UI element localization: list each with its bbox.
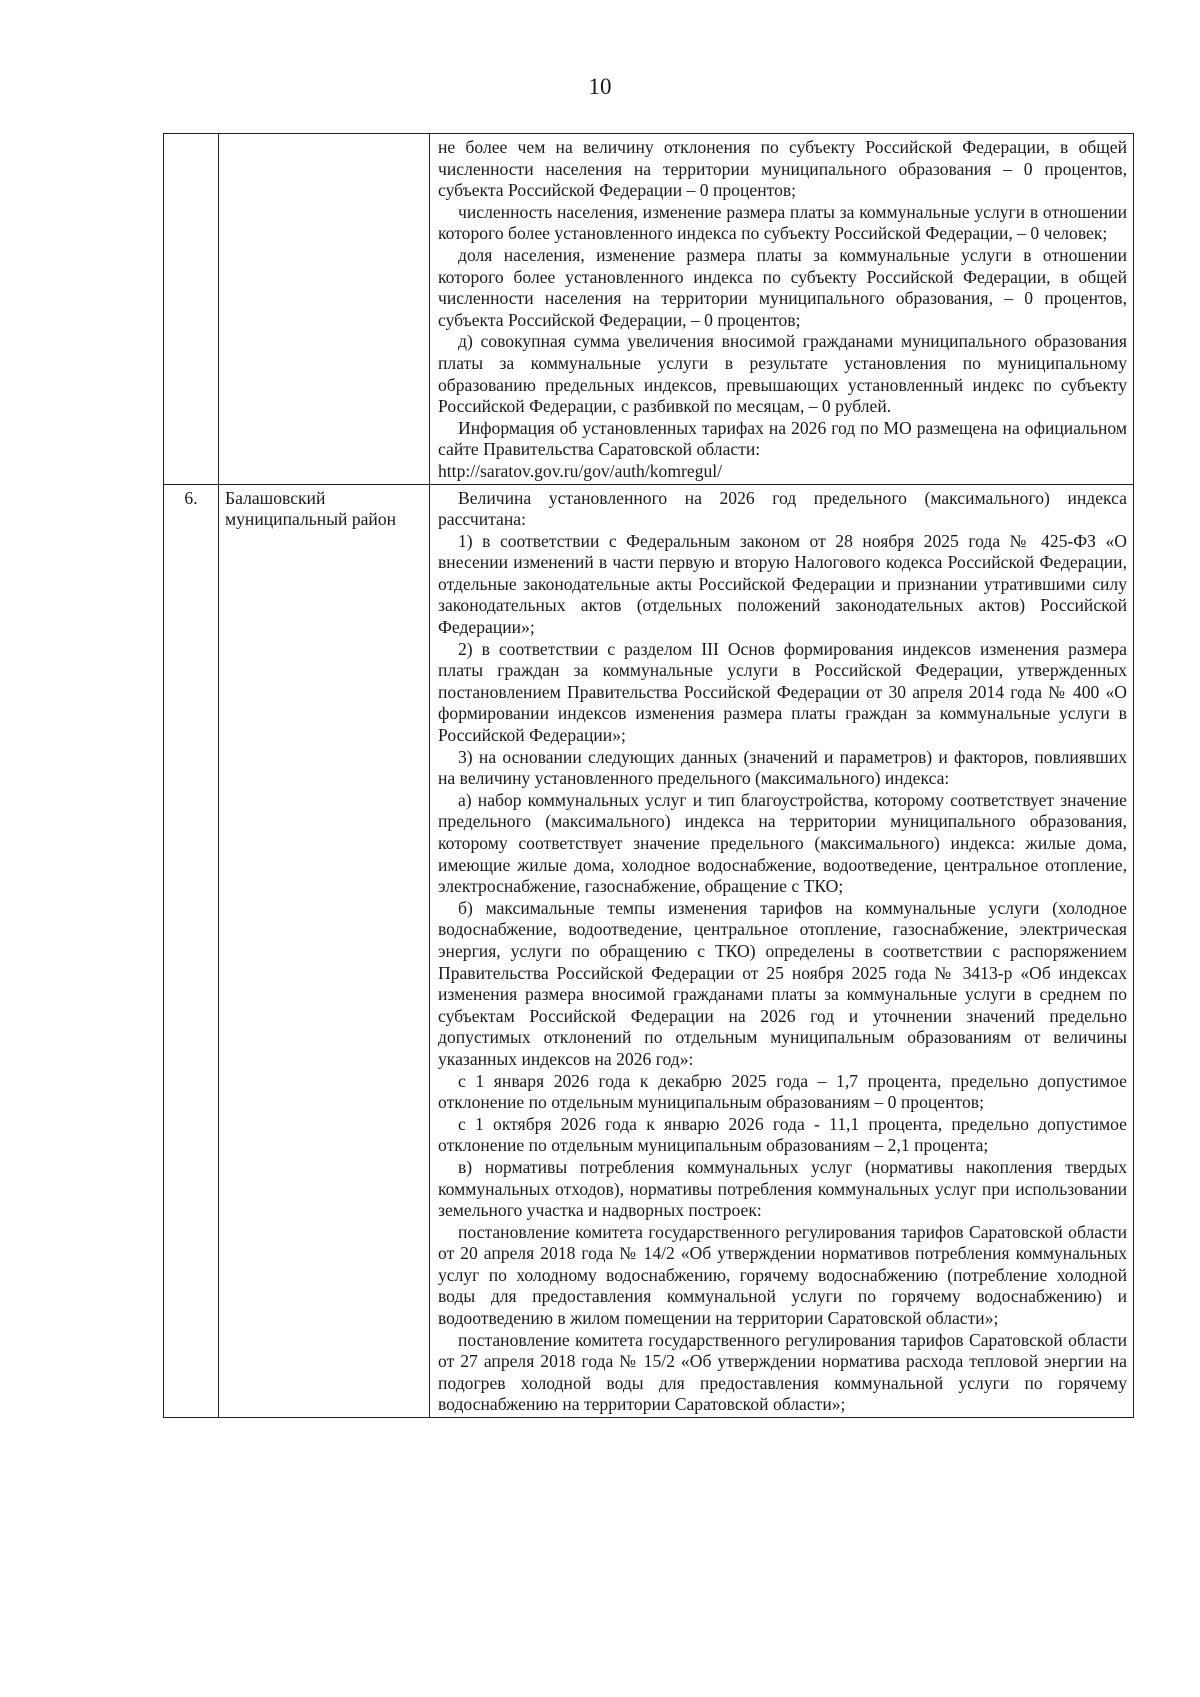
paragraph: доля населения, изменение размера платы за коммунальные услуги в отношении которого более установленного индекса по субъекту Российской Федерации, в общей численности населения на территории муниципального образования, – 0 процентов, субъекта Российской Федерации, – 0 процентов;: [438, 244, 1127, 330]
paragraph: д) совокупная сумма увеличения вносимой гражданами муниципального образования платы за коммунальные услуги в результате установления по муниципальному образованию предельных индексов, превышающих установленный индекс по субъекту Российской Федерации, с разбивкой по месяцам, – 0 рублей.: [438, 331, 1127, 417]
paragraph: б) максимальные темпы изменения тарифов на коммунальные услуги (холодное водоснабжение, водоотведение, центральное отопление, газоснабжение, электрическая энергия, услуги по обращению с ТКО) определены в соответствии с распоряжением Правительства Российской Федерации от 25 ноября 2025 года № 3413-р «Об индексах изменения размера вносимой гражданами платы за коммунальные услуги в среднем по субъектам Российской Федерации на 2026 год и уточнении значений предельно допустимых отклонений по отдельным муниципальным образованиям от величины указанных индексов на 2026 год»:: [438, 897, 1127, 1069]
paragraph: а) набор коммунальных услуг и тип благоустройства, которому соответствует значение предельного (максимального) индекса на территории муниципального образования, которому соответствует значение предельного (максимального) индекса: жилые дома, имеющие жилые дома, холодное водоснабжение, водоотведение, центральное отопление, электроснабжение, газоснабжение, обращение с ТКО;: [438, 789, 1127, 897]
paragraph: постановление комитета государственного регулирования тарифов Саратовской области от 27 апреля 2018 года № 15/2 «Об утверждении норматива расхода тепловой энергии на подогрев холодной воды для предоставления коммунальной услуги по горячему водоснабжению на территории Саратовской области»;: [438, 1329, 1127, 1415]
description-cell: [430, 134, 1134, 485]
paragraph: с 1 октября 2026 года к январю 2026 года - 11,1 процента, предельно допустимое отклонение по отдельным муниципальным образованиям – 2,1 процента;: [438, 1113, 1127, 1156]
paragraph: с 1 января 2026 года к декабрю 2025 года – 1,7 процента, предельно допустимое отклонение по отдельным муниципальным образованиям – 0 процентов;: [438, 1070, 1127, 1113]
municipality-name-cell: [219, 134, 430, 485]
paragraph: численность населения, изменение размера платы за коммунальные услуги в отношении которого более установленного индекса по субъекту Российской Федерации, – 0 человек;: [438, 201, 1127, 244]
table-row: [164, 134, 1134, 485]
row-number-cell: [164, 134, 219, 485]
tariff-info-link[interactable]: http://saratov.gov.ru/gov/auth/komregul/: [438, 460, 723, 481]
row-number-cell: 6.: [164, 484, 219, 1418]
paragraph: постановление комитета государственного регулирования тарифов Саратовской области от 20 апреля 2018 года № 14/2 «Об утверждении нормативов потребления коммунальных услуг по холодному водоснабжению, горячему водоснабжению (потребление холодной воды для предоставления коммунальной услуги по горячему водоснабжению) и водоотведению в жилом помещении на территории Саратовской области»;: [438, 1221, 1127, 1329]
table-row: [164, 484, 1134, 1418]
paragraph: в) нормативы потребления коммунальных услуг (нормативы накопления твердых коммунальных отходов), нормативы потребления коммунальных услуг при использовании земельного участка и надворных построек:: [438, 1156, 1127, 1221]
document-table: [163, 133, 1134, 1418]
paragraph: 3) на основании следующих данных (значений и параметров) и факторов, повлиявших на величину установленного предельного (максимального) индекса:: [438, 746, 1127, 789]
paragraph: не более чем на величину отклонения по субъекту Российской Федерации, в общей численности населения на территории муниципального образования – 0 процентов, субъекта Российской Федерации – 0 процентов;: [438, 137, 1127, 201]
paragraph: Информация об установленных тарифах на 2026 год по МО размещена на официальном сайте Правительства Саратовской области:: [438, 417, 1127, 460]
paragraph: Величина установленного на 2026 год предельного (максимального) индекса рассчитана:: [438, 487, 1127, 530]
page-number: 10: [588, 74, 612, 99]
description-cell: [430, 484, 1134, 1418]
paragraph: 1) в соответствии с Федеральным законом от 28 ноября 2025 года № 425-ФЗ «О внесении изменений в части первую и вторую Налогового кодекса Российской Федерации, отдельные законодательные акты Российской Федерации и признании утратившими силу законодательных актов (отдельных положений законодательных актов) Российской Федерации»;: [438, 530, 1127, 638]
paragraph: 2) в соответствии с разделом III Основ формирования индексов изменения размера платы граждан за коммунальные услуги в Российской Федерации, утвержденных постановлением Правительства Российской Федерации от 30 апреля 2014 года № 400 «О формировании индексов изменения размера платы граждан за коммунальные услуги в Российской Федерации»;: [438, 638, 1127, 746]
municipality-name-cell: Балашовский муниципальный район: [219, 484, 430, 1418]
